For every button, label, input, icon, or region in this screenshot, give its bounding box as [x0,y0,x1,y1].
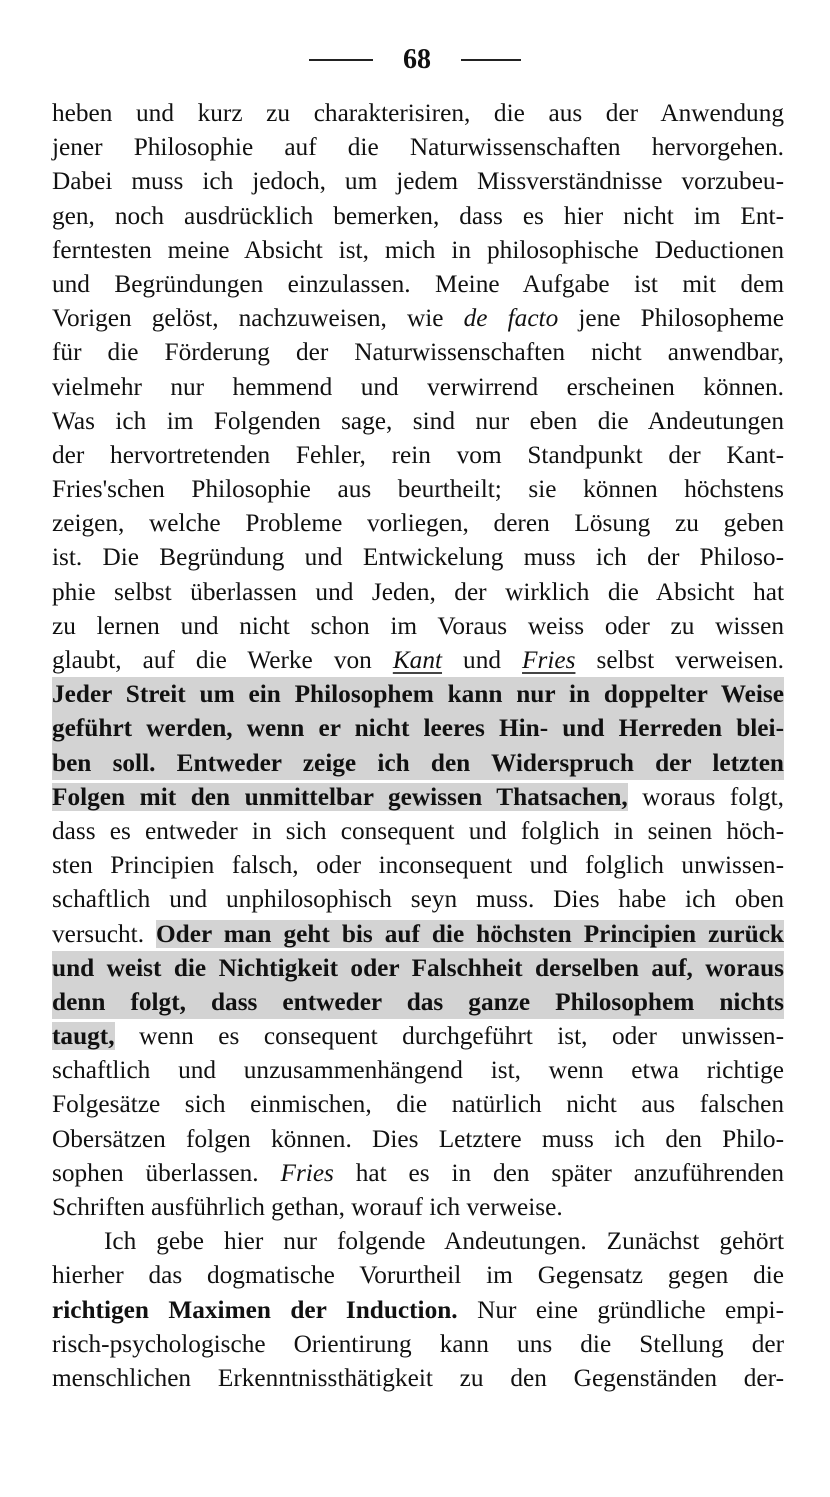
text-line: glaubt, auf die Werke von Kant und Fries selbst verweisen. [52,646,784,674]
text-line: menschlichen Erkenntnissthätigkeit zu den Gegenständen der- [52,1363,784,1392]
text-line: versucht. Oder man geht bis auf die höchsten Principien zurück [52,919,784,948]
bold-phrase: richtigen Maximen der Induction. [52,1295,458,1324]
text-line: zu lernen und nicht schon im Voraus weiss oder zu wissen [52,611,784,640]
text-line: zeigen, welche Probleme vorliegen, deren Lösung zu geben [52,509,784,538]
highlighted-phrase: Oder man geht bis auf die höchsten Principien zurück [156,919,784,948]
text-line: schaftlich und unzusammenhängend ist, wenn etwa richtige [52,1056,784,1085]
author-name-fries: Fries [280,1158,334,1187]
text-line: Obersätzen folgen können. Dies Letztere muss ich den Philo- [52,1124,784,1153]
header-rule-right [461,59,521,61]
text-line: Fries'schen Philosophie aus beurtheilt; sie können höchstens [52,475,784,504]
text-line: ist. Die Begründung und Entwickelung muss ich der Philoso- [52,543,784,572]
author-name-kant: Kant [392,646,443,674]
text-line: sophen überlassen. Fries hat es in den später anzuführenden [52,1158,784,1187]
text-line: schaftlich und unphilosophisch seyn muss. Dies habe ich oben [52,885,784,914]
highlighted-line: ben soll. Entweder zeige ich den Widerspruch der letzten [52,746,784,780]
text-line: Dabei muss ich jedoch, um jedem Missverständnisse vorzubeu- [52,167,784,196]
text-line: jener Philosophie auf die Naturwissenschaften hervorgehen. [52,133,784,162]
highlighted-line: geführt werden, wenn er nicht leeres Hin- und Herreden blei- [52,711,784,745]
text-line: hierher das dogmatische Vorurtheil im Gegensatz gegen die [52,1261,784,1290]
text-line: ferntesten meine Absicht ist, mich in philosophische Deductionen [52,235,784,264]
text-line: risch-psychologische Orientirung kann uns die Stellung der [52,1329,784,1358]
page-header [0,40,830,80]
text-line: taugt, wenn es consequent durchgeführt ist, oder unwissen- [52,1022,784,1051]
text-line: sten Principien falsch, oder inconsequent und folglich unwissen- [52,851,784,880]
highlighted-phrase: Folgen mit den unmittelbar gewissen Thatsachen, [52,782,628,811]
text-line: heben und kurz zu charakterisiren, die aus der Anwendung [52,99,784,127]
text-line: phie selbst überlassen und Jeden, der wirklich die Absicht hat [52,577,784,606]
text-line: vielmehr nur hemmend und verwirrend erscheinen können. [52,372,784,401]
text-line: Folgen mit den unmittelbar gewissen Thatsachen, woraus folgt, [52,782,784,811]
highlighted-phrase: taugt, [52,1022,115,1051]
text-line: dass es entweder in sich consequent und folglich in seinen höch- [52,816,784,845]
highlighted-line: Jeder Streit um ein Philosophem kann nur in doppelter Weise [52,677,784,711]
highlighted-line: und weist die Nichtigkeit oder Falschheit derselben auf, woraus [52,951,784,985]
author-name-fries: Fries [522,646,576,674]
highlighted-line: denn folgt, dass entweder das ganze Philosophem nichts [52,985,784,1019]
header-rule-left [309,59,373,61]
text-line: richtigen Maximen der Induction. Nur eine gründliche empi- [52,1295,784,1324]
text-line: gen, noch ausdrücklich bemerken, dass es hier nicht im Ent- [52,201,784,230]
text-line: Schriften ausführlich gethan, worauf ich verweise. [52,1193,563,1221]
text-line: der hervortretenden Fehler, rein vom Standpunkt der Kant- [52,440,784,469]
text-line: Ich gebe hier nur folgende Andeutungen. Zunächst gehört [104,1227,784,1256]
text-line: für die Förderung der Naturwissenschaften nicht anwendbar, [52,338,784,367]
text-line: Vorigen gelöst, nachzuweisen, wie de facto jene Philosopheme [52,304,784,333]
italic-phrase: de facto [463,304,559,333]
text-line: und Begründungen einzulassen. Meine Aufgabe ist mit dem [52,269,784,298]
text-line: Was ich im Folgenden sage, sind nur eben die Andeutungen [52,406,784,435]
text-line: Folgesätze sich einmischen, die natürlich nicht aus falschen [52,1090,784,1119]
body-text [52,96,784,1395]
page-number: 68 [403,44,431,75]
